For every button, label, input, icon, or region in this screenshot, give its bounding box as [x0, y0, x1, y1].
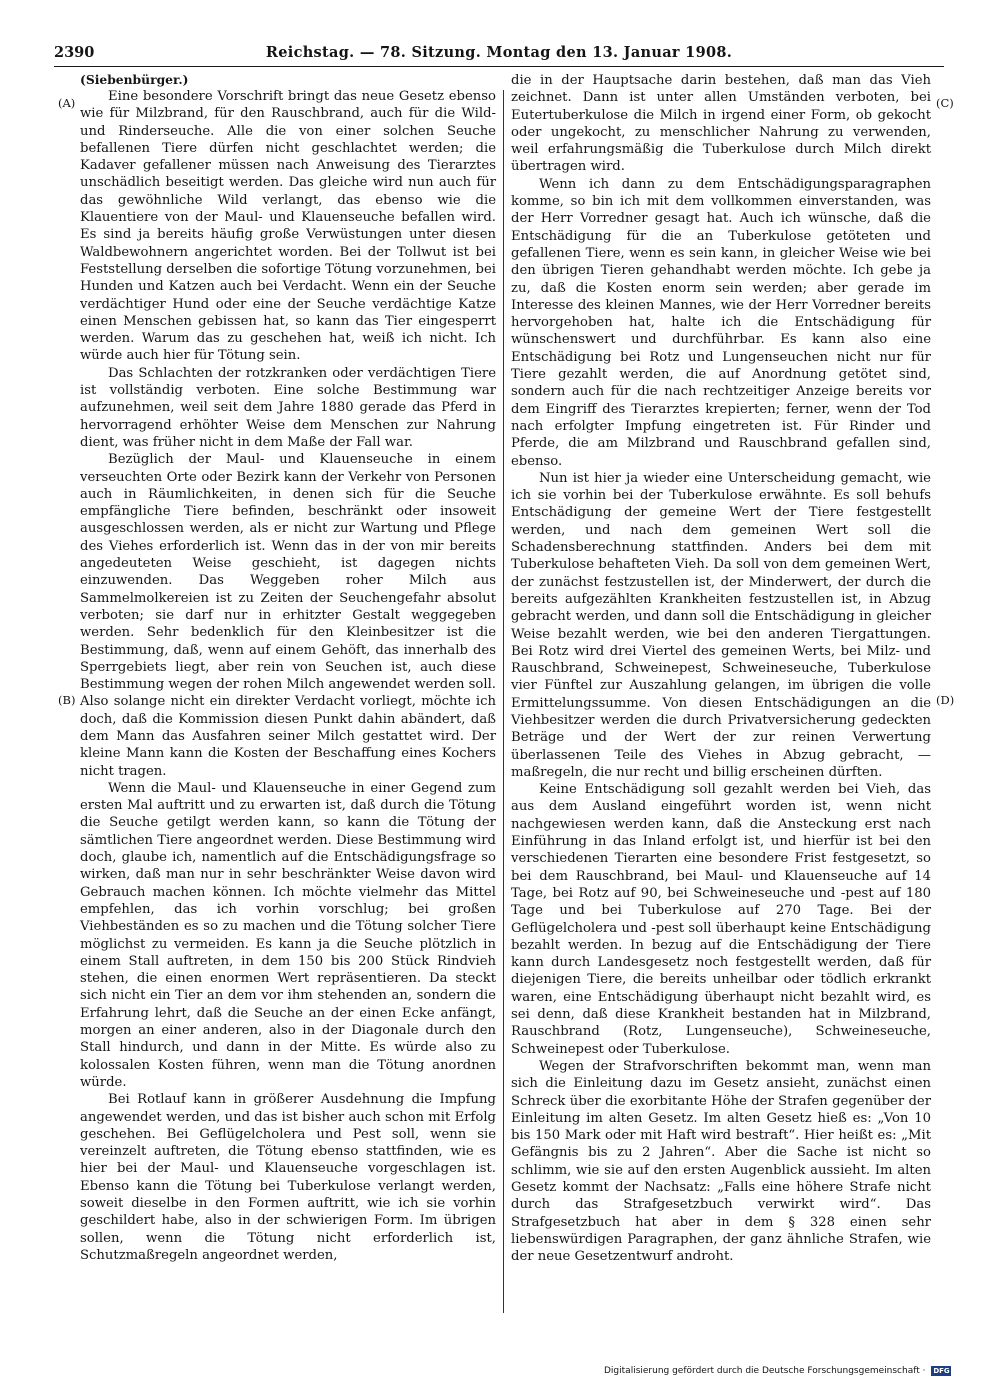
page-header [54, 44, 944, 68]
speaker-label: (Siebenbürger.) [80, 72, 189, 87]
paragraph: Wegen der Strafvorschriften bekommt man, wenn man sich die Einleitung dazu im Gesetz ansieht, zunächst einen Schreck über die exorbitante Höhe der Strafen gegenüber der Einleitung im alten Gesetz. Im alten Gesetz hieß es: „Von 10 bis 150 Mark oder mit Haft wird bestraft“. Hier heißt es: „Mit Gefängnis bis zu 2 Jahren“. Aber die Sache ist nicht so schlimm, wie sie auf den ersten Augenblick aussieht. Im alten Gesetz kommt der Nachsatz: „Falls eine höhere Strafe nicht durch das Strafgesetzbuch verwirkt wird“. Das Strafgesetzbuch hat aber in dem § 328 einen sehr liebenswürdigen Paragraphen, der ganz ähnliche Strafen, wie der neue Gesetzentwurf androht. [511, 1058, 931, 1265]
dfg-logo-icon: DFG [933, 1367, 950, 1375]
page-number: 2390 [54, 44, 95, 61]
margin-marker-d: (D) [936, 693, 955, 707]
paragraph: Eine besondere Vorschrift bringt das neue Gesetz ebenso wie für Milzbrand, für den Rauschbrand, auch für die Wild- und Rinderseuche. Alle die von einer solchen Seuche befallenen Tiere dürfen nicht geschlachtet werden; die Kadaver gefallener müssen nach Anweisung des Tierarztes unschädlich beseitigt werden. Das gleiche wird nun auch für das gewöhnliche Wild verlangt, das ebenso wie die Klauentiere von der Maul- und Klauenseuche befallen wird. Es sind ja bereits häufig große Verwüstungen unter diesen Waldbewohnern angerichtet worden. Bei der Tollwut ist bei Feststellung derselben die sofortige Tötung vorzunehmen, bei Hunden und Katzen auch bei Verdacht. Wenn ein der Seuche verdächtiger Hund oder eine der Seuche verdächtige Katze einen Menschen gebissen hat, so kann das Tier eingesperrt werden. Warum das zu geschehen hat, weiß ich nicht. Ich würde auch hier für Tötung sein. [80, 89, 496, 364]
paragraph: Das Schlachten der rotzkranken oder verdächtigen Tiere ist vollständig verboten. Eine solche Bestimmung war aufzunehmen, weil seit dem Jahre 1880 gerade das Pferd in hervorragend erhöhter Weise dem Menschen zur Nahrung dient, was früher nicht in dem Maße der Fall war. [80, 365, 496, 450]
running-head: Reichstag. — 78. Sitzung. Montag den 13. Januar 1908. [265, 44, 733, 61]
footer-text: Digitalisierung gefördert durch die Deutsche Forschungsgemeinschaft · [604, 1366, 926, 1376]
header-rule [54, 66, 944, 67]
paragraph: Bezüglich der Maul- und Klauenseuche in einem verseuchten Orte oder Bezirk kann der Verkehr von Personen auch in Räumlichkeiten, in denen sich für die Seuche empfängliche Tiere befinden, beschränkt oder insoweit ausgeschlossen werden, als er nicht zur Wartung und Pflege des Viehes erforderlich ist. Wenn das in der von mir bereits angedeuteten Weise geschieht, ist dagegen nichts einzuwenden. Das Weggeben roher Milch aus Sammelmolkereien ist zu Zeiten der Seuchengefahr absolut verboten; sie darf nur in erhitzter Gestalt weggegeben werden. Sehr bedenklich für den Kleinbesitzer ist die Bestimmung, daß, wenn auf einem Gehöft, das innerhalb des Sperrgebiets liegt, aber rein von Seuchen ist, auch diese Bestimmung wegen der rohen Milch angewendet werden soll. Also solange nicht ein direkter Verdacht vorliegt, möchte ich doch, daß die Kommission diesen Punkt dahin abändert, daß dem Mann das Ausfahren seiner Milch gestattet wird. Der kleine Mann kann die Kosten der Beschaffung eines Kochers nicht tragen. [80, 452, 496, 779]
margin-marker-c: (C) [936, 96, 954, 110]
paragraph: Nun ist hier ja wieder eine Unterscheidung gemacht, wie ich sie vorhin bei der Tuberkulose erwähnte. Es soll behufs Entschädigung der gemeine Wert der Tiere festgestellt werden, und nach dem gemeinen Wert soll die Schadensberechnung stattfinden. Anders bei dem mit Tuberkulose behafteten Vieh. Da soll von dem gemeinen Wert, der zunächst festzustellen ist, der Minderwert, der durch die bereits aufgezählten Krankheiten festzustellen ist, in Abzug gebracht werden, und dann soll die Entschädigung in gleicher Weise bezahlt werden, wie bei den anderen Tiergattungen. Bei Rotz wird drei Viertel des gemeinen Werts, bei Milz- und Rauschbrand, Schweinepest, Schweineseuche, Tuberkulose vier Fünftel zur Auszahlung gelangen, im übrigen die volle Ermittelungssumme. Von diesen Entschädigungen an die Viehbesitzer werden die durch Privatversicherung gedeckten Beträge und der Wert der zur reinen Verwertung überlassenen Teile des Viehes in Abzug gebracht, — maßregeln, die nur recht und billig erscheinen dürften. [511, 470, 931, 780]
paragraph: Wenn ich dann zu dem Entschädigungsparagraphen komme, so bin ich mit dem vollkommen einverstanden, was der Herr Vorredner gesagt hat. Auch ich wünsche, daß die Entschädigung für die an Tuberkulose getöteten und gefallenen Tiere, wenn es sein kann, in gleicher Weise wie bei den übrigen Tieren gehandhabt werden möchte. Ich gebe ja zu, daß die Kosten enorm sein werden; aber gerade im Interesse des kleinen Mannes, wie der Herr Vorredner bereits hervorgehoben hat, halte ich die Entschädigung für wünschenswert und durchführbar. Es kann also eine Entschädigung bei Rotz und Lungenseuchen nicht nur für Tiere gezahlt werden, die auf Anordnung getötet sind, sondern auch für die nach rechtzeitiger Anzeige bereits vor dem Eingriff des Tierarztes krepierten; ferner, wenn der Tod nach erfolgter Impfung eingetreten ist. Für Rinder und Pferde, die am Milzbrand und Rauschbrand gefallen sind, ebenso. [511, 176, 931, 469]
margin-marker-b: (B) [58, 693, 76, 707]
margin-marker-a: (A) [58, 96, 76, 110]
paragraph: Bei Rotlauf kann in größerer Ausdehnung die Impfung angewendet werden, und das ist bisher auch schon mit Erfolg geschehen. Bei Geflügelcholera und Pest soll, wenn sie vereinzelt auftreten, die Tötung ebenso stattfinden, wie es hier bei der Maul- und Klauenseuche vorgeschlagen ist. Ebenso kann die Tötung bei Tuberkulose verlangt werden, soweit dieselbe in den Formen auftritt, wie ich sie vorhin geschildert habe, also in der schwierigen Form. Im übrigen sollen, wenn die Tötung nicht erforderlich ist, Schutzmaßregeln angeordnet werden, [80, 1092, 496, 1263]
digitization-footer [604, 1366, 951, 1376]
column-divider [503, 90, 504, 1313]
right-column [511, 72, 931, 1265]
paragraph: Keine Entschädigung soll gezahlt werden bei Vieh, das aus dem Ausland eingeführt worden ist, wenn nicht nachgewiesen werden kann, daß die Ansteckung erst nach Einführung in das Inland erfolgt ist, und hierfür ist bei den verschiedenen Tierarten eine besondere Frist festgesetzt, so bei dem Rauschbrand, bei Maul- und Klauenseuche auf 14 Tage, bei Rotz auf 90, bei Schweineseuche und -pest auf 180 Tage und bei Tuberkulose auf 270 Tage. Bei der Geflügelcholera und -pest soll überhaupt keine Entschädigung bezahlt werden. In bezug auf die Entschädigung der Tiere kann durch Landesgesetz noch festgestellt werden, daß für diejenigen Tiere, die bereits unheilbar oder tödlich erkrankt waren, eine Entschädigung überhaupt nicht bezahlt wird, es sei denn, daß diese Krankheit bestanden hat in Milzbrand, Rauschbrand (Rotz, Lungenseuche), Schweineseuche, Schweinepest oder Tuberkulose. [511, 782, 931, 1057]
paragraph: Wenn die Maul- und Klauenseuche in einer Gegend zum ersten Mal auftritt und zu erwarten ist, daß durch die Tötung die Seuche getilgt werden kann, so kann die Tötung der sämtlichen Tiere angeordnet werden. Diese Bestimmung wird doch, glaube ich, namentlich auf die Entschädigungsfrage so wirken, daß man nur in sehr beschränkter Weise davon wird Gebrauch machen können. Ich möchte vielmehr das Mittel empfehlen, das ich vorhin vorschlug; bei großen Viehbeständen es so zu machen und die Tötung solcher Tiere möglichst zu vermeiden. Es kann ja die Seuche plötzlich in einem Stall auftreten, in dem 150 bis 200 Stück Rindvieh stehen, die einen enormen Wert repräsentieren. Da steckt sich nicht ein Tier an dem vor ihm stehenden an, sondern die Erfahrung lehrt, daß die Seuche an der einen Ecke anfängt, morgen an einer anderen, also in der Diagonale durch den Stall hindurch, und dann in der Mitte. Es würde also zu kolossalen Kosten führen, wenn man die Tötung anordnen würde. [80, 780, 496, 1090]
paragraph: die in der Hauptsache darin bestehen, daß man das Vieh zeichnet. Dann ist unter allen Umständen verboten, bei Eutertuberkulose die Milch in irgend einer Form, ob gekocht oder ungekocht, zu menschlicher Nahrung zu verwenden, weil erfahrungsmäßig die Tuberkulose durch Milch direkt übertragen wird. [511, 73, 931, 175]
left-column [80, 72, 496, 1264]
